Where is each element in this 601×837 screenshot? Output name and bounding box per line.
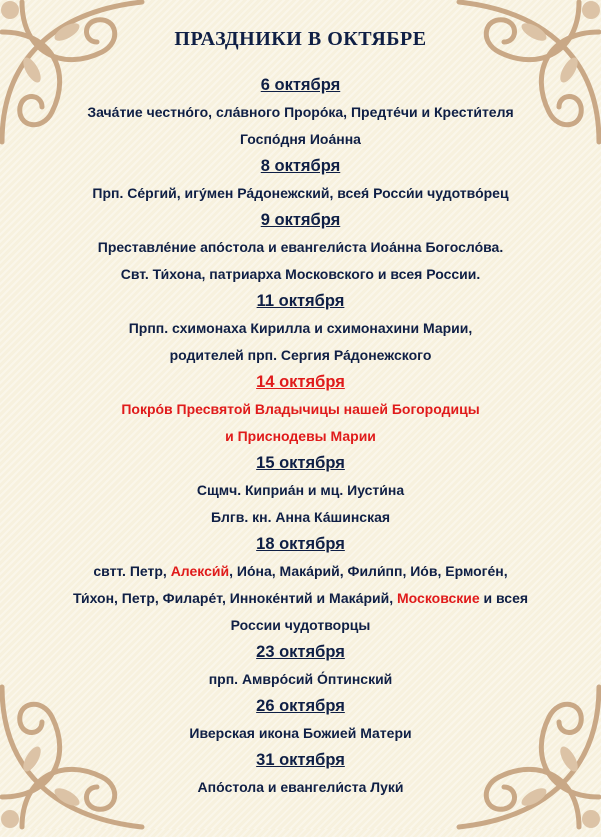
feast-entry: [0, 450, 601, 531]
feast-description: Преставле́ние апо́стола и евангели́ста Иоа́нна Богосло́ва.: [97, 239, 504, 255]
feast-text: и всея: [479, 590, 529, 606]
feast-entry: [0, 207, 601, 288]
feast-entry: [0, 747, 601, 801]
feast-description: Сщмч. Киприа́н и мц. Иусти́на: [196, 482, 405, 498]
feast-text-highlight: Алекси́й: [170, 563, 230, 579]
feast-description: Покро́в Пресвятой Владычицы нашей Богородицы: [121, 401, 480, 417]
feast-date: 8 октября: [260, 157, 341, 175]
feast-date: 26 октября: [256, 697, 345, 715]
feast-text-highlight: Московские: [397, 590, 480, 606]
feast-description: Иверская икона Божией Матери: [189, 725, 412, 741]
feast-text: свтт. Петр,: [93, 563, 171, 579]
feast-entry: [0, 288, 601, 369]
feast-entry: [0, 72, 601, 153]
feast-date: 15 октября: [256, 454, 345, 472]
feast-date: 31 октября: [256, 751, 345, 769]
feast-description: Зача́тие честно́го, сла́вного Проро́ка, Предте́чи и Крести́теля: [87, 104, 514, 120]
page-title: ПРАЗДНИКИ В ОКТЯБРЕ: [174, 28, 427, 50]
feast-date: 23 октября: [256, 643, 345, 661]
feast-description: Свт. Ти́хона, патриарха Московского и всея России.: [120, 266, 481, 282]
feast-description: прп. Амвро́сий О́птинский: [208, 671, 393, 687]
feast-description: [0, 585, 601, 612]
feast-description: Госпо́дня Иоа́нна: [240, 131, 361, 147]
feast-description: [0, 612, 601, 639]
feast-date: 11 октября: [256, 292, 345, 310]
feast-text: Ти́хон, Петр, Филаре́т, Иннoке́нтий и Мака́рий,: [72, 590, 397, 606]
feast-list: [0, 72, 601, 801]
feast-description: и Приснодевы Марии: [225, 428, 376, 444]
feast-date: 9 октября: [260, 211, 341, 229]
feast-description: Блгв. кн. Анна Ка́шинская: [210, 509, 391, 525]
feast-text: , Ио́на, Мака́рий, Фили́пп, Ио́в, Ермоге́н,: [229, 563, 508, 579]
feast-description: [0, 558, 601, 585]
feast-description: родителей прп. Сергия Ра́донежского: [169, 347, 432, 363]
feast-date: 18 октября: [256, 535, 345, 553]
feast-date: 14 октября: [256, 373, 345, 391]
feast-entry-highlighted: [0, 369, 601, 450]
feast-description: Прпп. схимонаха Кирилла и схимонахини Марии,: [128, 320, 473, 336]
feast-description: Апо́стола и евангели́ста Луки́: [197, 779, 404, 795]
feast-text: России чудотворцы: [230, 617, 371, 633]
feast-description: Прп. Се́ргий, игу́мен Ра́донежский, всея́ Росси́и чудотво́рец: [92, 185, 509, 201]
feast-entry: [0, 639, 601, 693]
feast-entry: [0, 531, 601, 639]
feast-date: 6 октября: [260, 76, 341, 94]
feast-entry: [0, 153, 601, 207]
feast-entry: [0, 693, 601, 747]
